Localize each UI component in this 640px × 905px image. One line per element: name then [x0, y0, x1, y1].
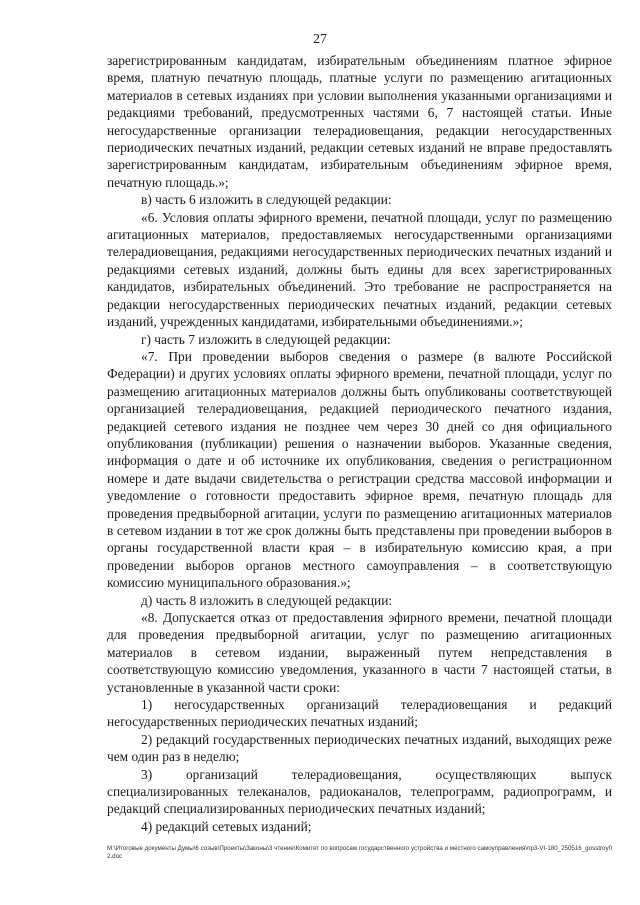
paragraph-6: д) часть 8 изложить в следующей редакции: [141, 592, 393, 608]
paragraph-7: «8. Допускается отказ от предоставления эфирного времени, печатной площади для проведения предвыборной агитации, услуг по размещению агитационных материалов в сетевом издании, выраженный путем непредставления в соответствующую комиссию уведомления, указанного в части 7 настоящей статьи, в установленные в указанной части сроки: [107, 610, 612, 695]
paragraph-3: «6. Условия оплаты эфирного времени, печатной площади, услуг по размещению агитационных материалов, предоставляемых негосударственными организациями телерадиовещания, редакциями негосударственных периодических печатных изданий и редакциями сетевых изданий, должны быть едины для всех зарегистрированных кандидатов, избирательных объединений. Это требование не распространяется на редакции негосударственных периодических печатных изданий, редакции сетевых изданий, учрежденных кандидатами, избирательными объединениями.»; [107, 209, 612, 330]
paragraph-5: «7. При проведении выборов сведения о размере (в валюте Российской Федерации) и других условиях оплаты эфирного времени, печатной площади, услуг по размещению агитационных материалов должны быть опубликованы соответствующей организацией телерадиовещания, редакцией периодического печатного издания, редакцией сетевого издания не позднее чем через 30 дней со дня официального опубликования (публикации) решения о назначении выборов. Указанные сведения, информация о дате и об источнике их опубликования, сведения о регистрационном номере и дате выдачи свидетельства о регистрации средства массовой информации и уведомление о готовности предоставить эфирное время, печатную площадь для проведения предвыборной агитации, услуги по размещению агитационных материалов в сетевом издании в тот же срок должны быть представлены при проведении выборов в органы государственной власти края – в избирательную комиссию края, а при проведении выборов органов местного самоуправления – в соответствующую комиссию муниципального образования.»; [107, 348, 612, 591]
paragraph-8: 1) негосударственных организаций телерадиовещания и редакций негосударственных периодических печатных изданий; [107, 697, 612, 730]
paragraph-1: зарегистрированным кандидатам, избирательным объединениям платное эфирное время, платную печатную площадь, платные услуги по размещению агитационных материалов в сетевых изданиях при условии выполнения указанными организациями и редакциями требований, предусмотренных частями 6, 7 настоящей статьи. Иные негосударственные организации телерадиовещания, редакции негосударственных периодических печатных изданий, редакции сетевых изданий не вправе предоставлять зарегистрированным кандидатам, избирательным объединениям эфирное время, печатную площадь.»; [107, 53, 612, 190]
footer-file-path: M:\Итоговые документы Думы\6 созыв\Проекты\Законы\3 чтение\Комитет по вопросам государственного устройства и местного самоуправления\пр3-VI-180_250516_gosstroy02.doc [107, 845, 613, 860]
paragraph-9: 2) редакций государственных периодических печатных изданий, выходящих реже чем один раз в неделю; [107, 731, 612, 765]
paragraph-4: г) часть 7 изложить в следующей редакции: [141, 331, 391, 347]
paragraph-10: 3) организаций телерадиовещания, осуществляющих выпуск специализированных телеканалов, радиоканалов, телепрограмм, радиопрограмм, и редакций специализированных периодических печатных изданий; [107, 766, 612, 817]
page-number: 27 [313, 32, 327, 47]
paragraph-2: в) часть 6 изложить в следующей редакции: [141, 192, 392, 208]
paragraph-11: 4) редакций сетевых изданий; [141, 818, 312, 834]
document-body [107, 52, 612, 835]
